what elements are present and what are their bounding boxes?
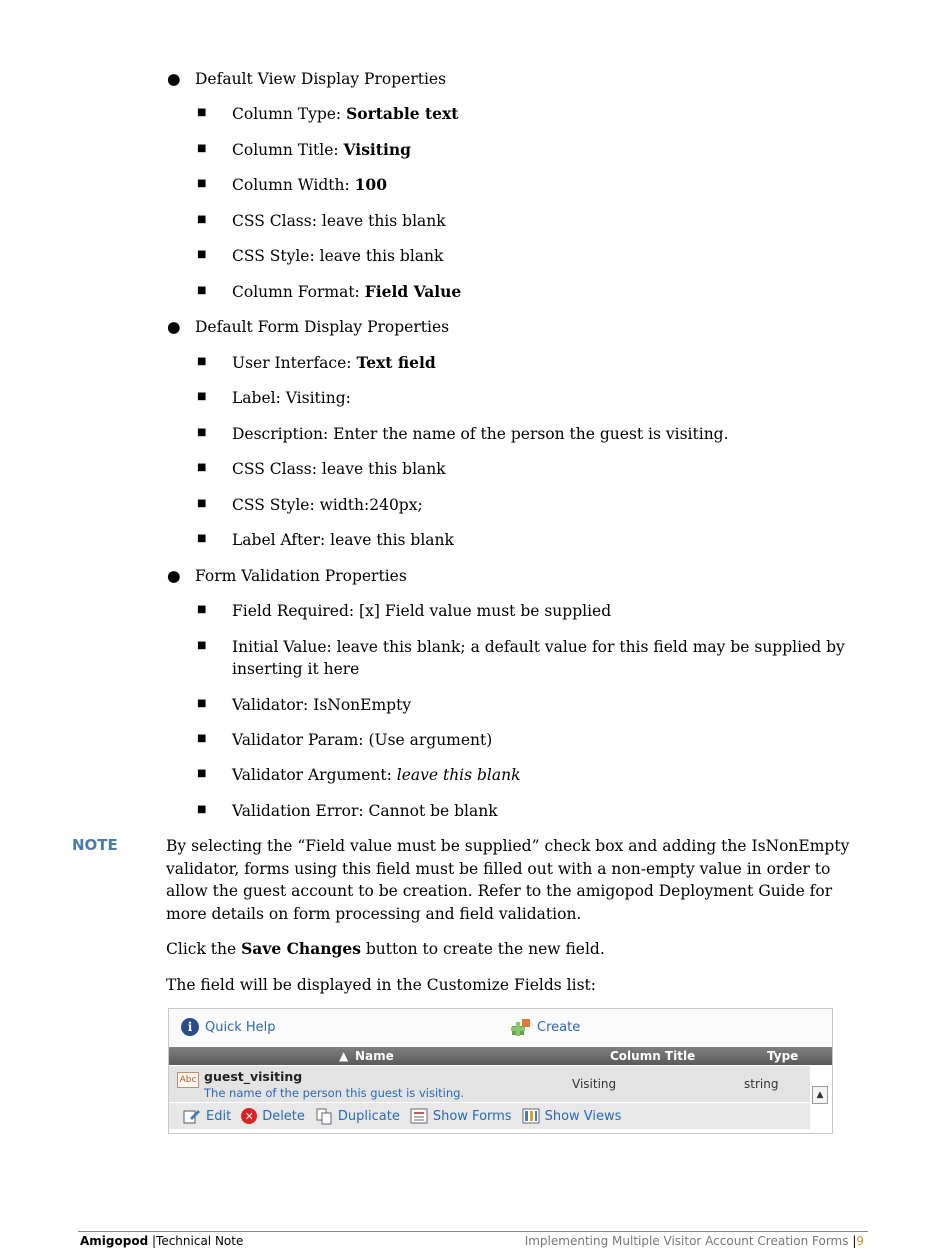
create-icon [511, 1018, 531, 1036]
header-name[interactable]: Name [355, 1049, 394, 1063]
duplicate-button[interactable]: Duplicate [315, 1107, 400, 1125]
create-link[interactable] [511, 1018, 580, 1036]
view-item-column-type: ■ Column Type: Sortable text [197, 104, 459, 123]
create-label: Create [537, 1019, 581, 1035]
note-label: NOTE [72, 836, 118, 854]
form-item-description: ■ Description: Enter the name of the person the guest is visiting. [197, 425, 729, 443]
form-item-user-interface: ■ User Interface: Text field [197, 353, 436, 372]
header-column-title[interactable]: Column Title [610, 1049, 696, 1063]
validation-item-validation-error: ■ Validation Error: Cannot be blank [197, 802, 498, 820]
row-actions [169, 1103, 810, 1129]
validation-item-initial-value: ■ Initial Value: leave this blank; a default value for this field may be supplied by inserting it here [197, 638, 845, 678]
click-save-paragraph: Click the Save Changes button to create the new field. [166, 939, 605, 958]
form-item-label: ■ Label: Visiting: [197, 389, 351, 407]
bullet-validation-heading: ● Form Validation Properties [167, 567, 407, 585]
view-item-css-class: ■ CSS Class: leave this blank [197, 212, 446, 230]
quick-help-label: Quick Help [205, 1019, 276, 1035]
page-number: 9 [856, 1234, 864, 1248]
field-description: The name of the person this guest is visiting. [204, 1086, 465, 1100]
form-item-label-after: ■ Label After: leave this blank [197, 531, 454, 549]
info-icon: i [181, 1018, 199, 1036]
quick-help-link[interactable] [181, 1018, 276, 1036]
note-text: By selecting the “Field value must be supplied” check box and adding the IsNonEmpty validator, forms using this field must be filled out with a non-empty value in order to allow the guest account to be creation. Refer to the amigopod Deployment Guide for more details on form processing and field validation. [166, 837, 850, 924]
validation-item-field-required: ■ Field Required: [x] Field value must be supplied [197, 602, 612, 620]
field-name: guest_visiting [204, 1069, 303, 1084]
header-type[interactable]: Type [767, 1049, 799, 1063]
show-views-button[interactable]: Show Views [522, 1107, 622, 1125]
text-field-icon: Abc [177, 1072, 199, 1088]
field-type: string [744, 1077, 779, 1091]
delete-button[interactable]: ✕ Delete [241, 1108, 305, 1124]
customize-fields-panel [168, 1008, 833, 1134]
table-header [169, 1047, 832, 1065]
view-item-column-format: ■ Column Format: Field Value [197, 282, 462, 301]
form-item-css-style: ■ CSS Style: width:240px; [197, 496, 423, 514]
field-column-title: Visiting [572, 1077, 617, 1091]
edit-button[interactable]: Edit [183, 1107, 231, 1125]
show-forms-button[interactable]: Show Forms [410, 1107, 512, 1125]
scroll-up-button[interactable]: ▲ [812, 1086, 828, 1104]
footer-left: Amigopod |Technical Note [80, 1234, 244, 1248]
validation-item-validator-argument: ■ Validator Argument: leave this blank [197, 766, 521, 784]
table-row[interactable] [169, 1066, 810, 1102]
validation-item-validator: ■ Validator: IsNonEmpty [197, 696, 412, 714]
columns-icon [522, 1107, 540, 1125]
view-item-column-width: ■ Column Width: 100 [197, 175, 387, 194]
bullet-view-heading: ● Default View Display Properties [167, 70, 447, 88]
view-item-css-style: ■ CSS Style: leave this blank [197, 247, 444, 265]
view-item-column-title: ■ Column Title: Visiting [197, 140, 411, 159]
duplicate-icon [315, 1107, 333, 1125]
bullet-form-heading: ● Default Form Display Properties [167, 318, 450, 336]
form-icon [410, 1107, 428, 1125]
validation-item-validator-param: ■ Validator Param: (Use argument) [197, 731, 493, 749]
sort-arrow-icon[interactable]: ▲ [339, 1049, 349, 1063]
delete-icon: ✕ [241, 1108, 257, 1124]
panel-toolbar [169, 1009, 832, 1045]
footer-right: Implementing Multiple Visitor Account Creation Forms |9 [524, 1234, 864, 1248]
edit-icon [183, 1107, 201, 1125]
field-list-paragraph: The field will be displayed in the Customize Fields list: [166, 976, 596, 994]
footer-rule [78, 1231, 868, 1232]
form-item-css-class: ■ CSS Class: leave this blank [197, 460, 446, 478]
